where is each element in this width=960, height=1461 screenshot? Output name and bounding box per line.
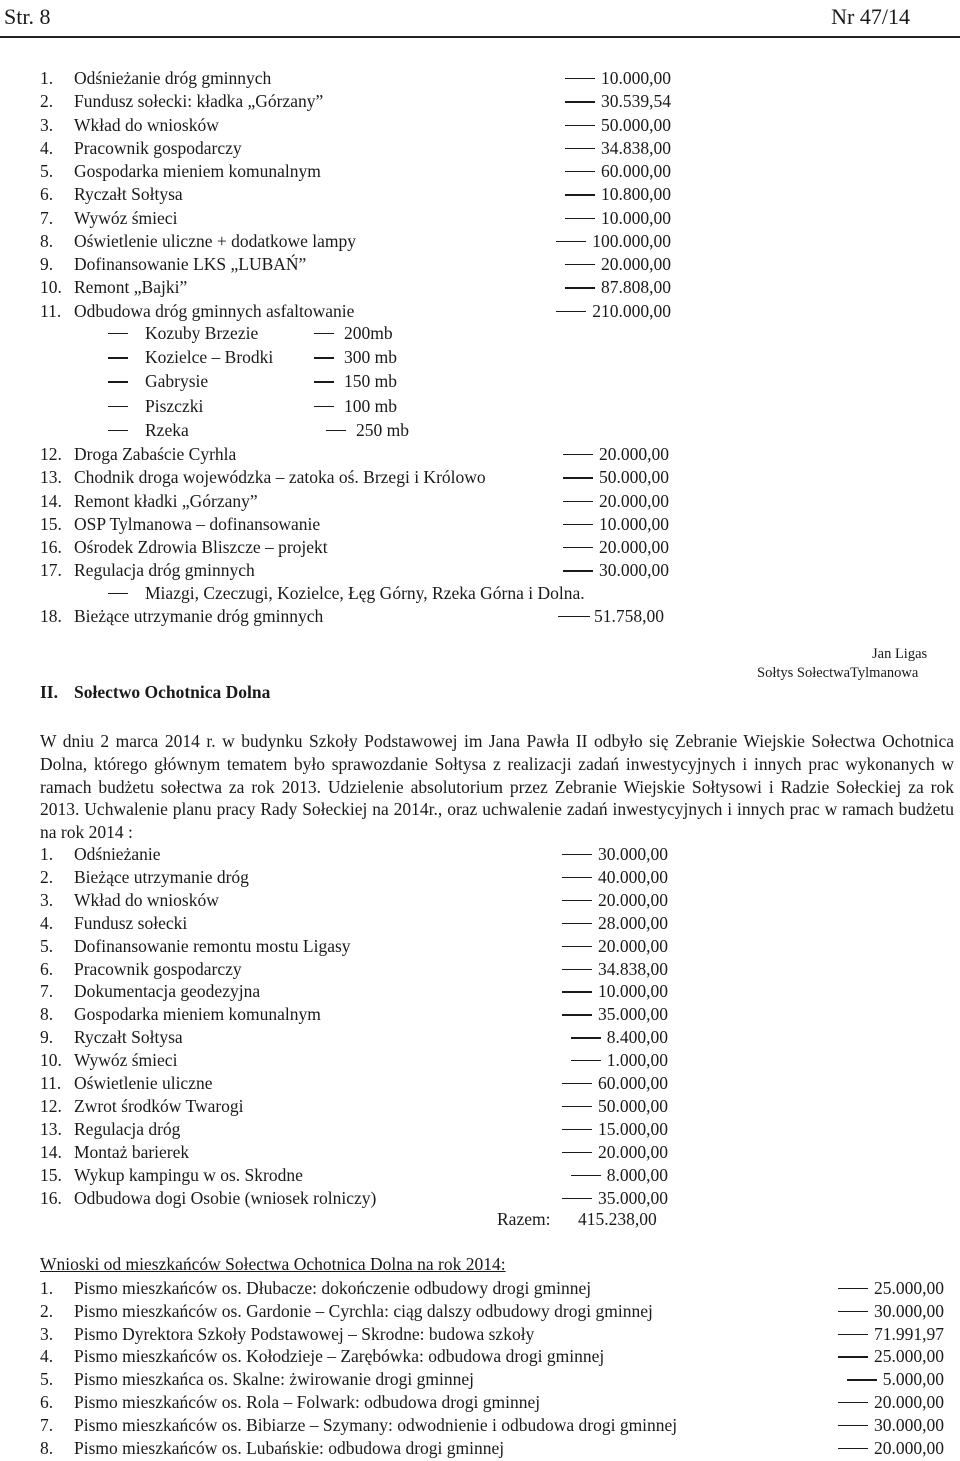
item-number: 4. xyxy=(40,1346,54,1367)
item-amount: 50.000,00 xyxy=(598,1095,668,1116)
dash xyxy=(556,241,586,242)
item-number: 4. xyxy=(40,912,54,933)
list-item xyxy=(40,137,955,159)
item-number: 12. xyxy=(40,1095,62,1116)
item-label: Gospodarka mieniem komunalnym xyxy=(74,161,321,181)
dash xyxy=(108,593,128,594)
item-amount: 35.000,00 xyxy=(598,1004,668,1025)
item-amount: 25.000,00 xyxy=(874,1278,944,1298)
item-amount: 1.000,00 xyxy=(606,1050,668,1071)
list-item xyxy=(40,300,955,322)
item-label: Bieżące utrzymanie dróg xyxy=(74,866,249,887)
list-item xyxy=(40,912,680,934)
item-label: Ryczałt Sołtysa xyxy=(74,184,183,205)
page-header xyxy=(0,0,960,38)
section-number: II. xyxy=(40,682,58,702)
dash xyxy=(563,477,593,478)
item-label: Pismo mieszkańców os. Gardonie – Cyrchla: ciąg dalszy odbudowy drogi gminnej xyxy=(74,1300,653,1321)
list-item xyxy=(40,605,740,627)
list-item xyxy=(40,1049,680,1071)
dash xyxy=(563,524,593,525)
item-amount: 10.000,00 xyxy=(599,513,669,534)
item-amount: 15.000,00 xyxy=(598,1118,668,1139)
dash xyxy=(562,969,592,970)
item-label: Regulacja dróg gminnych xyxy=(74,560,255,581)
item-label: Ośrodek Zdrowia Bliszcze – projekt xyxy=(74,537,328,557)
item-amount: 60.000,00 xyxy=(601,161,671,181)
item-number: 9. xyxy=(40,254,54,274)
item-amount: 20.000,00 xyxy=(599,490,669,511)
item-label: Odśnieżanie dróg gminnych xyxy=(74,68,272,88)
item-amount: 10.800,00 xyxy=(601,184,671,205)
item-amount: 10.000,00 xyxy=(601,68,671,88)
list-item xyxy=(40,536,955,558)
dash xyxy=(565,264,595,265)
item-amount: 20.000,00 xyxy=(599,444,669,464)
item-number: 15. xyxy=(40,1164,62,1185)
item-amount: 25.000,00 xyxy=(874,1346,944,1367)
list-item xyxy=(40,1164,680,1186)
dash xyxy=(565,194,595,195)
list-item xyxy=(40,443,955,465)
request-item xyxy=(40,1300,944,1322)
dash xyxy=(563,454,593,455)
item-label: Pismo mieszkańców os. Rola – Folwark: odbudowa drogi gminnej xyxy=(74,1392,541,1412)
list-item xyxy=(40,559,955,581)
item-amount: 30.000,00 xyxy=(874,1300,944,1321)
item-number: 8. xyxy=(40,1437,54,1458)
road-length: 250 mb xyxy=(356,419,409,440)
item-label: Ryczałt Sołtysa xyxy=(74,1027,183,1048)
item-number: 16. xyxy=(40,537,62,557)
item-number: 8. xyxy=(40,230,54,251)
item-label: Pismo mieszkańców os. Dłubacze: dokończenie odbudowy drogi gminnej xyxy=(74,1278,592,1298)
road-length: 300 mb xyxy=(344,347,397,368)
item-amount: 10.000,00 xyxy=(598,981,668,1002)
dash xyxy=(838,1402,868,1403)
item-label: Wywóz śmieci xyxy=(74,207,178,228)
item-number: 5. xyxy=(40,1369,54,1390)
dash xyxy=(562,991,592,992)
list-item xyxy=(40,958,680,980)
dash xyxy=(838,1311,868,1312)
road-item xyxy=(108,346,468,368)
item-label: Chodnik droga wojewódzka – zatoka oś. Brzegi i Królowo xyxy=(74,467,486,488)
item-amount: 35.000,00 xyxy=(598,1187,668,1208)
dash xyxy=(563,570,593,571)
item-number: 6. xyxy=(40,184,54,205)
item-number: 3. xyxy=(40,1323,54,1344)
dash xyxy=(563,501,593,502)
item-number: 1. xyxy=(40,1278,54,1298)
total-label: Razem: xyxy=(497,1209,551,1229)
item-amount: 40.000,00 xyxy=(598,866,668,887)
item-amount: 8.000,00 xyxy=(606,1164,668,1185)
item-amount: 20.000,00 xyxy=(598,889,668,910)
item-number: 1. xyxy=(40,68,54,88)
item-label: Odbudowa dróg gminnych asfaltowanie xyxy=(74,300,355,321)
item-number: 3. xyxy=(40,889,54,910)
item-amount: 60.000,00 xyxy=(598,1073,668,1093)
road-name: Kozuby Brzezie xyxy=(145,323,259,343)
item-number: 7. xyxy=(40,1414,54,1435)
list-item xyxy=(40,1095,680,1117)
issue-number: Nr 47/14 xyxy=(831,4,910,29)
meeting-paragraph: W dniu 2 marca 2014 r. w budynku Szkoły Podstawowej im Jana Pawła II odbyło się Zebranie Wiejskie Sołectwa Ochotnica Dolna, którego głównym tematem było sprawozdanie Sołtysa z realizacji zadań inwestycyjnych i innych prac wykonanych w ramach budżetu sołectwa za rok 2013. Udzielenie absolutorium przez Zebranie Wiejskie Sołtysowi i Radzie Sołeckiej za rok 2013. Uchwalenie planu pracy Rady Sołeckiej na 2014r., oraz uchwalenie zadań inwestycyjnych i innych prac w ramach budżetu na rok 2014 : xyxy=(40,731,954,843)
item-number: 1. xyxy=(40,844,54,864)
item-number: 5. xyxy=(40,161,54,181)
item-number: 6. xyxy=(40,1392,54,1412)
dash xyxy=(562,1152,592,1153)
road-item xyxy=(108,419,468,441)
requests-heading: Wnioski od mieszkańców Sołectwa Ochotnica Dolna na rok 2014: xyxy=(40,1254,506,1274)
item-amount: 5.000,00 xyxy=(882,1369,944,1390)
item-amount: 20.000,00 xyxy=(598,935,668,956)
list-item xyxy=(40,1003,680,1025)
item-number: 15. xyxy=(40,513,62,534)
dash xyxy=(558,616,590,617)
road-length: 100 mb xyxy=(344,395,397,416)
list-item xyxy=(40,114,955,136)
list-item xyxy=(40,889,680,911)
request-item xyxy=(40,1277,944,1299)
item-number: 9. xyxy=(40,1027,54,1048)
item-number: 2. xyxy=(40,866,54,887)
item-amount: 20.000,00 xyxy=(598,1141,668,1162)
dash xyxy=(571,1060,601,1061)
dash xyxy=(314,381,334,382)
item-amount: 10.000,00 xyxy=(601,207,671,228)
dash xyxy=(108,381,128,382)
dash xyxy=(562,946,592,947)
list-item xyxy=(40,183,955,205)
item-amount: 50.000,00 xyxy=(599,467,669,488)
list-item xyxy=(40,1072,680,1094)
item-label: Oświetlenie uliczne xyxy=(74,1073,213,1093)
road-name: Gabrysie xyxy=(145,371,209,392)
item-number: 17. xyxy=(40,560,62,581)
item-label: Odśnieżanie xyxy=(74,844,161,864)
item-number: 14. xyxy=(40,490,62,511)
item-label: Pismo mieszkańca os. Skalne: żwirowanie drogi gminnej xyxy=(74,1369,474,1390)
dash xyxy=(847,1379,877,1380)
dash xyxy=(562,900,592,901)
list-item xyxy=(40,513,955,535)
item-label: Dofinansowanie remontu mostu Ligasy xyxy=(74,935,351,956)
item-label: Pismo Dyrektora Szkoły Podstawowej – Skrodne: budowa szkoły xyxy=(74,1323,535,1344)
item-label: Dokumentacja geodezyjna xyxy=(74,981,261,1002)
dash xyxy=(838,1448,868,1449)
item-amount: 20.000,00 xyxy=(874,1392,944,1412)
signature-title: Sołtys SołectwaTylmanowa xyxy=(757,665,919,681)
list-item xyxy=(40,1187,680,1209)
list-item xyxy=(40,1141,680,1163)
item-label: OSP Tylmanowa – dofinansowanie xyxy=(74,513,321,534)
item-number: 2. xyxy=(40,1300,54,1321)
dash xyxy=(565,171,595,172)
dash xyxy=(562,1198,592,1199)
list-item xyxy=(40,67,955,89)
item-number: 11. xyxy=(40,1073,62,1093)
item-label: Pismo mieszkańców os. Bibiarze – Szymany: odwodnienie i odbudowa drogi gminnej xyxy=(74,1414,678,1435)
dash xyxy=(565,125,595,126)
request-item xyxy=(40,1391,944,1413)
item-amount: 20.000,00 xyxy=(874,1437,944,1458)
dash xyxy=(562,1106,592,1107)
dash xyxy=(562,877,592,878)
list-item xyxy=(40,207,955,229)
item-label: Pracownik gospodarczy xyxy=(74,958,242,979)
dash xyxy=(838,1334,868,1335)
item-amount: 87.808,00 xyxy=(601,277,671,298)
item-label: Fundusz sołecki: kładka „Górzany” xyxy=(74,91,324,112)
item-number: 3. xyxy=(40,114,54,135)
item-label: Pracownik gospodarczy xyxy=(74,137,242,158)
dash xyxy=(314,406,334,407)
request-item xyxy=(40,1437,944,1459)
item-label: Oświetlenie uliczne + dodatkowe lampy xyxy=(74,230,357,251)
request-item xyxy=(40,1368,944,1390)
list-item xyxy=(40,466,955,488)
item-label: Odbudowa dogi Osobie (wniosek rolniczy) xyxy=(74,1187,377,1208)
item-number: 8. xyxy=(40,1004,54,1025)
list-item xyxy=(40,1118,680,1140)
dash xyxy=(838,1288,868,1289)
item-number: 5. xyxy=(40,935,54,956)
dash xyxy=(562,1014,592,1015)
list-item xyxy=(40,90,955,112)
item-number: 13. xyxy=(40,467,62,488)
item-label: Droga Zabaście Cyrhla xyxy=(74,444,237,464)
item-amount: 30.000,00 xyxy=(874,1414,944,1435)
list-item xyxy=(40,866,680,888)
item-label: Bieżące utrzymanie dróg gminnych xyxy=(74,606,324,626)
list-item xyxy=(40,980,680,1002)
item-label: Wkład do wniosków xyxy=(74,114,219,135)
item-label: Pismo mieszkańców os. Kołodzieje – Zarębówka: odbudowa drogi gminnej xyxy=(74,1346,605,1367)
dash xyxy=(565,218,595,219)
item-number: 13. xyxy=(40,1118,62,1139)
dash xyxy=(108,430,128,431)
dash xyxy=(565,148,595,149)
dash xyxy=(571,1175,601,1176)
dash xyxy=(108,333,128,334)
signature-name: Jan Ligas xyxy=(872,646,928,662)
item-label: Regulacja dróg xyxy=(74,1118,181,1139)
item-number: 4. xyxy=(40,137,54,158)
dash xyxy=(108,406,128,407)
request-item xyxy=(40,1323,944,1345)
item-amount: 34.838,00 xyxy=(598,958,668,979)
road-item xyxy=(108,395,468,417)
item-amount: 30.539,54 xyxy=(601,91,671,112)
item-number: 14. xyxy=(40,1141,62,1162)
item-amount: 28.000,00 xyxy=(598,912,668,933)
item-amount: 100.000,00 xyxy=(592,230,671,251)
dash xyxy=(562,1129,592,1130)
page-number: Str. 8 xyxy=(4,4,51,29)
item-label: Pismo mieszkańców os. Lubańskie: odbudowa drogi gminnej xyxy=(74,1437,505,1458)
item-amount: 34.838,00 xyxy=(601,137,671,158)
item-label: Fundusz sołecki xyxy=(74,912,188,933)
item-amount: 30.000,00 xyxy=(598,844,668,864)
item-amount: 50.000,00 xyxy=(601,114,671,135)
dash xyxy=(108,357,128,358)
item-number: 2. xyxy=(40,91,54,112)
dash xyxy=(563,547,593,548)
item-amount: 8.400,00 xyxy=(606,1027,668,1048)
dash xyxy=(571,1037,601,1038)
dash xyxy=(326,430,346,431)
road-item xyxy=(108,370,468,392)
request-item xyxy=(40,1414,944,1436)
list-item xyxy=(40,230,955,252)
list-item xyxy=(40,1026,680,1048)
item-number: 7. xyxy=(40,207,54,228)
dash xyxy=(314,357,334,358)
dash xyxy=(838,1356,868,1357)
request-item xyxy=(40,1345,944,1367)
item-label: Gospodarka mieniem komunalnym xyxy=(74,1004,321,1025)
dash xyxy=(562,854,592,855)
dash xyxy=(562,1083,592,1084)
item-number: 12. xyxy=(40,444,62,464)
item-number: 6. xyxy=(40,958,54,979)
item-amount: 71.991,97 xyxy=(874,1323,944,1344)
item-label: Dofinansowanie LKS „LUBAŃ” xyxy=(74,254,307,274)
item-amount: 210.000,00 xyxy=(592,300,671,321)
list-item xyxy=(40,490,955,512)
road-name: Rzeka xyxy=(145,419,189,440)
road-length: 200mb xyxy=(344,323,393,343)
item-label: Montaż barierek xyxy=(74,1141,190,1162)
list-item xyxy=(40,843,680,865)
item-label: Remont „Bajki” xyxy=(74,277,188,298)
item-number: 7. xyxy=(40,981,54,1002)
item17-note: Miazgi, Czeczugi, Kozielce, Łęg Górny, Rzeka Górna i Dolna. xyxy=(145,583,585,603)
item-label: Wykup kampingu w os. Skrodne xyxy=(74,1164,303,1185)
road-item xyxy=(108,322,468,344)
item-amount: 20.000,00 xyxy=(599,537,669,557)
dash xyxy=(565,78,595,79)
road-name: Kozielce – Brodki xyxy=(145,347,274,368)
total-amount: 415.238,00 xyxy=(578,1209,657,1229)
item-number: 18. xyxy=(40,606,62,626)
list-item xyxy=(40,935,680,957)
list-item xyxy=(40,276,955,298)
item-number: 16. xyxy=(40,1187,62,1208)
dash xyxy=(838,1425,868,1426)
dash xyxy=(565,101,595,102)
section-title: Sołectwo Ochotnica Dolna xyxy=(74,682,271,702)
list-item xyxy=(40,253,955,275)
list-item xyxy=(40,160,955,182)
item-number: 11. xyxy=(40,300,62,321)
item-number: 10. xyxy=(40,277,62,298)
item-amount: 51.758,00 xyxy=(594,606,664,626)
dash xyxy=(314,333,334,334)
item-label: Zwrot środków Twarogi xyxy=(74,1095,244,1116)
item-label: Remont kładki „Górzany” xyxy=(74,490,258,511)
dash xyxy=(556,311,586,312)
item-amount: 30.000,00 xyxy=(599,560,669,581)
dash xyxy=(565,287,595,288)
road-length: 150 mb xyxy=(344,371,397,392)
dash xyxy=(562,923,592,924)
item-number: 10. xyxy=(40,1050,62,1071)
item-label: Wkład do wniosków xyxy=(74,889,219,910)
item-label: Wywóz śmieci xyxy=(74,1050,178,1071)
road-name: Piszczki xyxy=(145,395,204,416)
item-amount: 20.000,00 xyxy=(601,254,671,274)
